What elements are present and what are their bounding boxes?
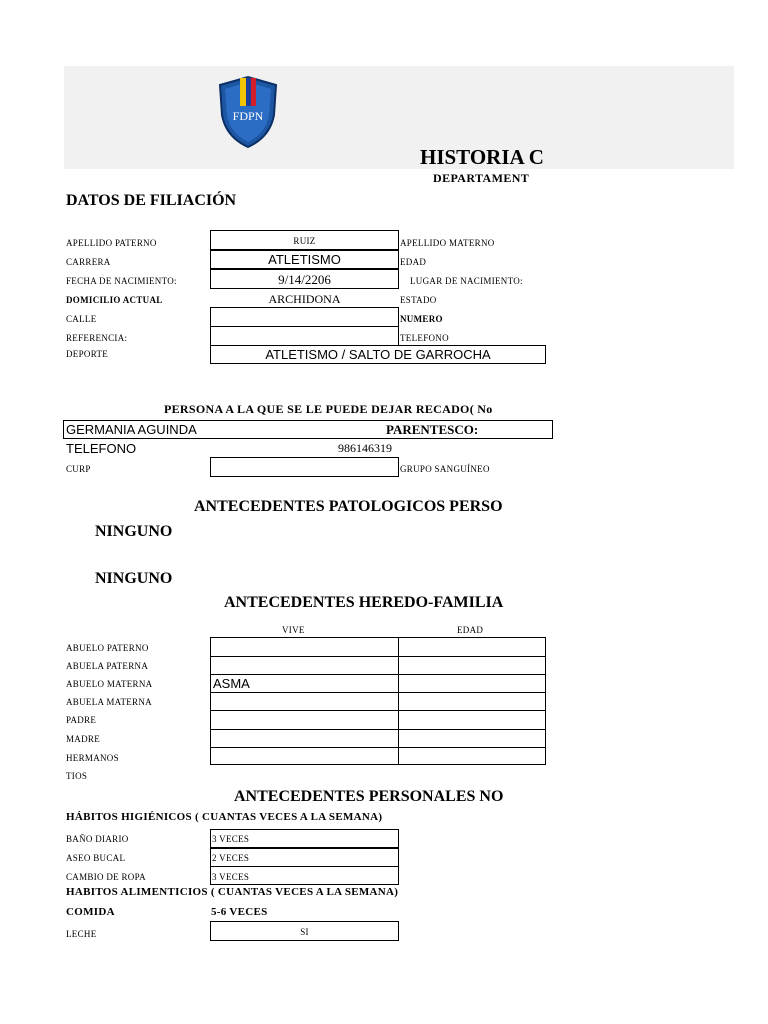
col-vive-header: VIVE [282, 625, 305, 635]
curp-field[interactable] [210, 457, 399, 477]
col-edad-header: EDAD [457, 625, 484, 635]
aseo-bucal-field[interactable] [210, 848, 399, 867]
numero-label: NUMERO [400, 314, 443, 324]
grid-row-line [211, 692, 545, 693]
grid-row-line [211, 710, 545, 711]
grid-row-line [211, 656, 545, 657]
logo-text: FDPN [232, 109, 264, 123]
leche-field[interactable] [210, 921, 399, 941]
comida-label: COMIDA [66, 906, 115, 918]
cambio-ropa-value: 3 VECES [212, 872, 250, 882]
row-tios: TIOS [66, 771, 88, 781]
apellido-paterno-field[interactable] [210, 230, 399, 250]
bano-diario-field[interactable] [210, 829, 399, 848]
alimenticios-title: HABITOS ALIMENTICIOS ( CUANTAS VECES A LA SEMANA) [66, 886, 399, 898]
filiacion-section-title: DATOS DE FILIACIÓN [66, 192, 237, 209]
referencia-field[interactable] [210, 326, 399, 346]
row-madre: MADRE [66, 734, 101, 744]
page-title: HISTORIA C [420, 145, 544, 169]
abuelo-materna-vive-value: ASMA [213, 676, 250, 691]
carrera-field[interactable] [210, 250, 399, 269]
fecha-nacimiento-field[interactable] [210, 269, 399, 289]
higienicos-title: HÁBITOS HIGIÉNICOS ( CUANTAS VECES A LA SEMANA) [66, 811, 383, 823]
heredo-title: ANTECEDENTES HEREDO-FAMILIA [224, 594, 504, 611]
row-hermanos: HERMANOS [66, 753, 119, 763]
bano-diario-label: BAÑO DIARIO [66, 834, 129, 844]
heredo-grid[interactable] [210, 637, 546, 765]
page-subtitle: DEPARTAMENT [433, 171, 530, 185]
recado-nombre-value: GERMANIA AGUINDA [66, 422, 197, 437]
lugar-nacimiento-label: LUGAR DE NACIMIENTO: [410, 276, 523, 286]
deporte-value: ATLETISMO / SALTO DE GARROCHA [265, 347, 491, 362]
recado-telefono-label: TELEFONO [66, 441, 137, 456]
patologicos-value-1: NINGUNO [95, 523, 173, 540]
fecha-nacimiento-value: 9/14/2206 [278, 272, 331, 287]
aseo-bucal-value: 2 VECES [212, 853, 250, 863]
aseo-bucal-label: ASEO BUCAL [66, 853, 126, 863]
patologicos-title: ANTECEDENTES PATOLOGICOS PERSO [194, 498, 503, 515]
no-patologicos-title: ANTECEDENTES PERSONALES NO [234, 788, 504, 805]
grupo-sanguineo-label: GRUPO SANGUÍNEO [400, 464, 490, 474]
recado-title: PERSONA A LA QUE SE LE PUEDE DEJAR RECADO( No [164, 402, 493, 416]
row-abuela-materna: ABUELA MATERNA [66, 697, 152, 707]
referencia-label: REFERENCIA: [66, 333, 128, 343]
deporte-field[interactable] [210, 345, 546, 364]
parentesco-label: PARENTESCO: [386, 422, 479, 437]
apellido-paterno-value: RUIZ [293, 236, 316, 246]
domicilio-value: ARCHIDONA [268, 292, 341, 306]
telefono-label: TELEFONO [400, 333, 449, 343]
recado-nombre-field[interactable] [63, 420, 553, 439]
cambio-ropa-field[interactable] [210, 866, 399, 885]
cambio-ropa-label: CAMBIO DE ROPA [66, 872, 146, 882]
comida-value: 5-6 VECES [211, 906, 268, 918]
bano-diario-value: 3 VECES [212, 834, 250, 844]
row-abuelo-materna: ABUELO MATERNA [66, 679, 153, 689]
grid-row-line [211, 674, 545, 675]
carrera-value: ATLETISMO [268, 252, 341, 267]
apellido-paterno-label: APELLIDO PATERNO [66, 238, 157, 248]
grid-row-line [211, 729, 545, 730]
fdpn-logo-icon [216, 75, 280, 149]
domicilio-label: DOMICILIO ACTUAL [66, 295, 163, 305]
row-padre: PADRE [66, 715, 97, 725]
calle-field[interactable] [210, 307, 399, 327]
estado-label: ESTADO [400, 295, 437, 305]
deporte-label: DEPORTE [66, 349, 109, 359]
carrera-label: CARRERA [66, 257, 111, 267]
edad-label: EDAD [400, 257, 427, 267]
fecha-nacimiento-label: FECHA DE NACIMIENTO: [66, 276, 177, 286]
patologicos-value-2: NINGUNO [95, 570, 173, 587]
leche-label: LECHE [66, 929, 97, 939]
grid-row-line [211, 747, 545, 748]
header-band [64, 66, 734, 169]
row-abuelo-paterno: ABUELO PATERNO [66, 643, 149, 653]
curp-label: CURP [66, 464, 91, 474]
row-abuela-paterna: ABUELA PATERNA [66, 661, 149, 671]
calle-label: CALLE [66, 314, 97, 324]
leche-value: SI [300, 927, 309, 937]
apellido-materno-label: APELLIDO MATERNO [400, 238, 495, 248]
recado-telefono-value: 986146319 [338, 441, 392, 455]
